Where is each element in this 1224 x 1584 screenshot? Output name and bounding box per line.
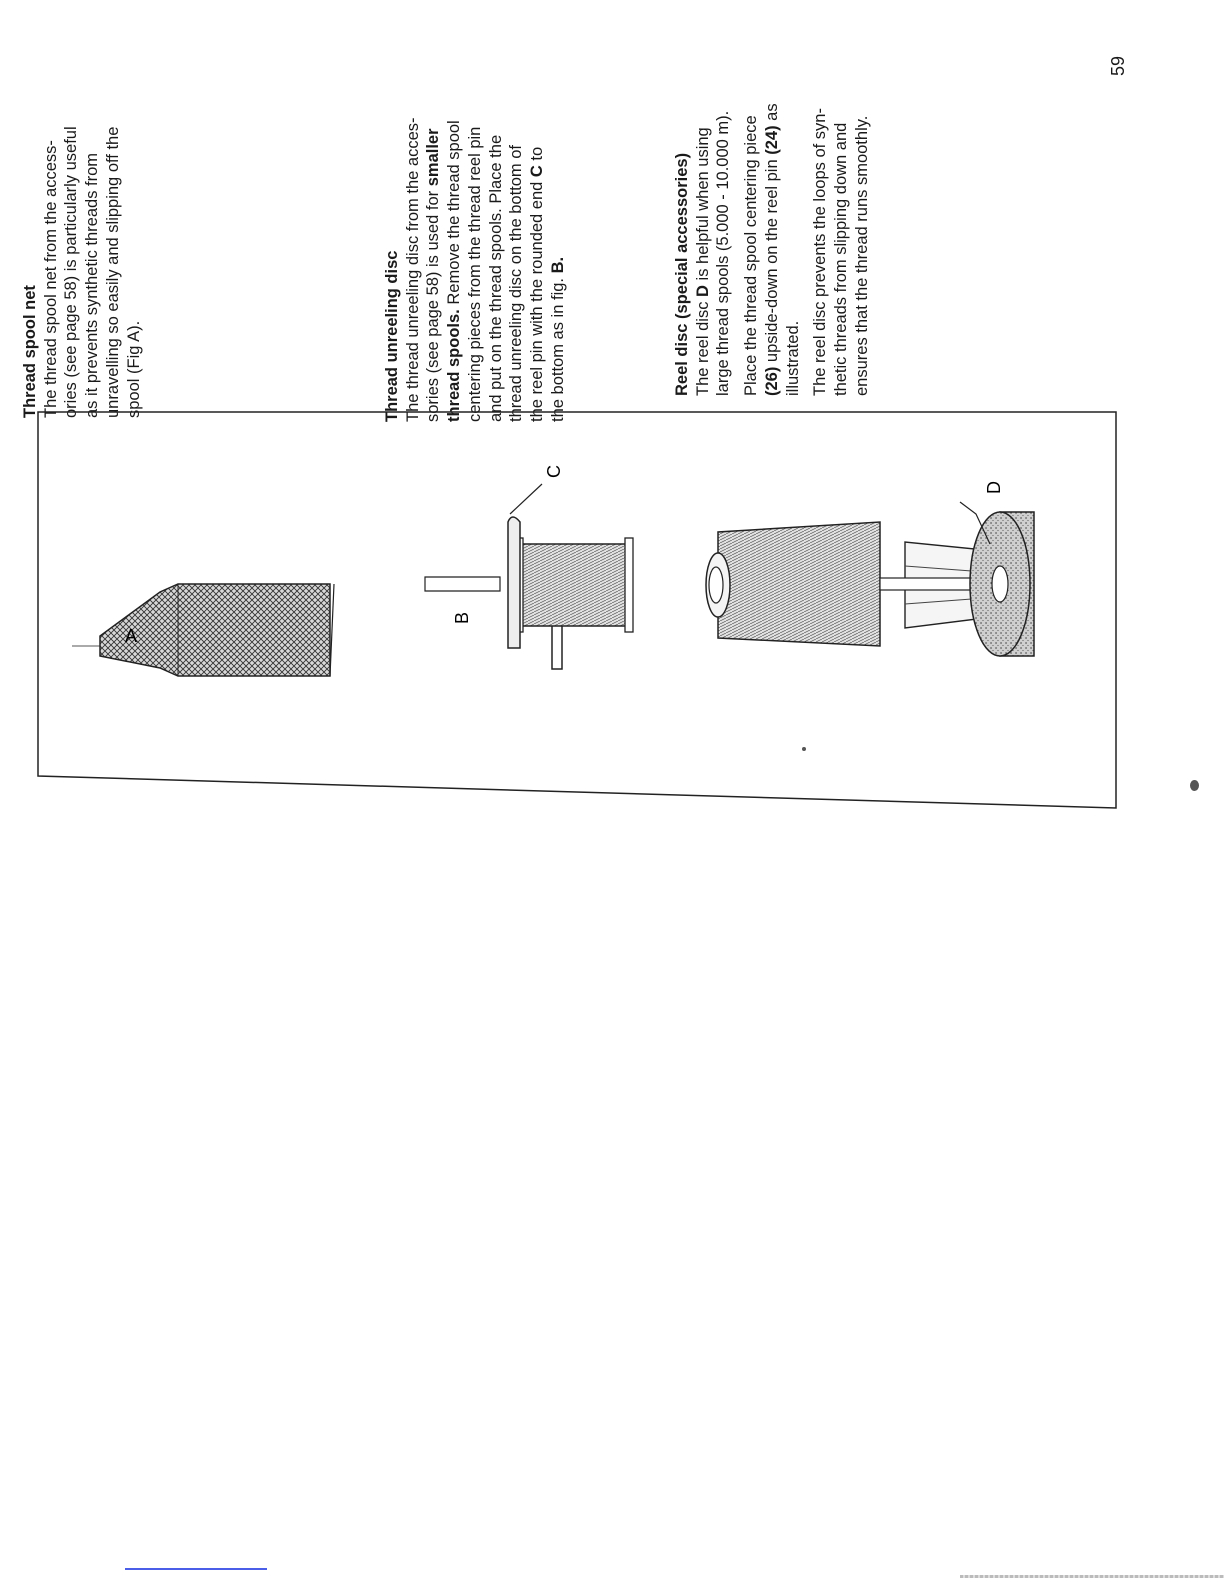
text-line: The thread unreeling disc from the acces- [403, 117, 422, 422]
scan-speck [1190, 780, 1199, 791]
spool-net-illustration [72, 584, 334, 676]
figure-label-c: C [544, 465, 564, 478]
bold-run: B. [548, 256, 567, 274]
heading-thread-spool-net: Thread spool net [21, 285, 39, 418]
bold-run: (26) [762, 366, 781, 396]
text-run: the bottom as in fig. [548, 273, 567, 422]
bold-run: C [527, 165, 546, 178]
text-line: thetic threads from slipping down and [831, 122, 850, 396]
text-run: the reel pin with the rounded end [527, 177, 546, 422]
text-run: Remove the thread spool [445, 120, 464, 310]
text-run: as [762, 103, 781, 126]
figure-label-b: B [452, 611, 472, 624]
figure-label-d: D [984, 481, 1004, 494]
text-line: large thread spools (5.000 - 10.000 m). [714, 110, 733, 396]
scan-edge-line [960, 1575, 1224, 1578]
text-line: centering pieces from the thread reel pin [465, 126, 484, 422]
text-line: The thread spool net from the access- [41, 140, 60, 418]
heading-thread-unreeling-disc: Thread unreeling disc [383, 250, 401, 422]
text-line: as it prevents synthetic threads from [83, 152, 102, 418]
text-line: ensures that the thread runs smoothly. [852, 115, 871, 396]
text-line: spool (Fig A). [124, 320, 143, 418]
text-run: The reel disc [693, 296, 712, 396]
text-line: illustrated. [783, 320, 802, 396]
text-run: is helpful when using [693, 127, 712, 286]
text-line: and put on the thread spools. Place the [486, 134, 505, 422]
scan-edge-line [125, 1568, 267, 1570]
bold-run: (24) [762, 125, 781, 155]
text-run: upside-down on the reel pin [762, 154, 781, 367]
spool-with-unreeling-disc-illustration [425, 484, 633, 669]
heading-reel-disc: Reel disc (special accessories) [673, 152, 691, 396]
bold-run: thread spools. [445, 309, 464, 422]
text-line: ories (see page 58) is particularly useful [62, 126, 81, 418]
figure-label-a: A [125, 626, 138, 646]
text-line: unravelling so easily and slipping off the [103, 126, 122, 418]
bold-run: smaller [424, 128, 443, 187]
text-run: sories (see page 58) is used for [424, 186, 443, 422]
text-line: Place the thread spool centering piece [742, 115, 761, 396]
bold-run: D [693, 285, 712, 297]
text-line: The reel disc prevents the loops of syn- [811, 108, 830, 396]
reel-disc-illustration [706, 502, 1034, 656]
scan-speck [802, 747, 806, 751]
text-run: to [527, 146, 546, 166]
page-number: 59 [1108, 55, 1128, 76]
text-line: thread unreeling disc on the bottom of [507, 144, 526, 422]
